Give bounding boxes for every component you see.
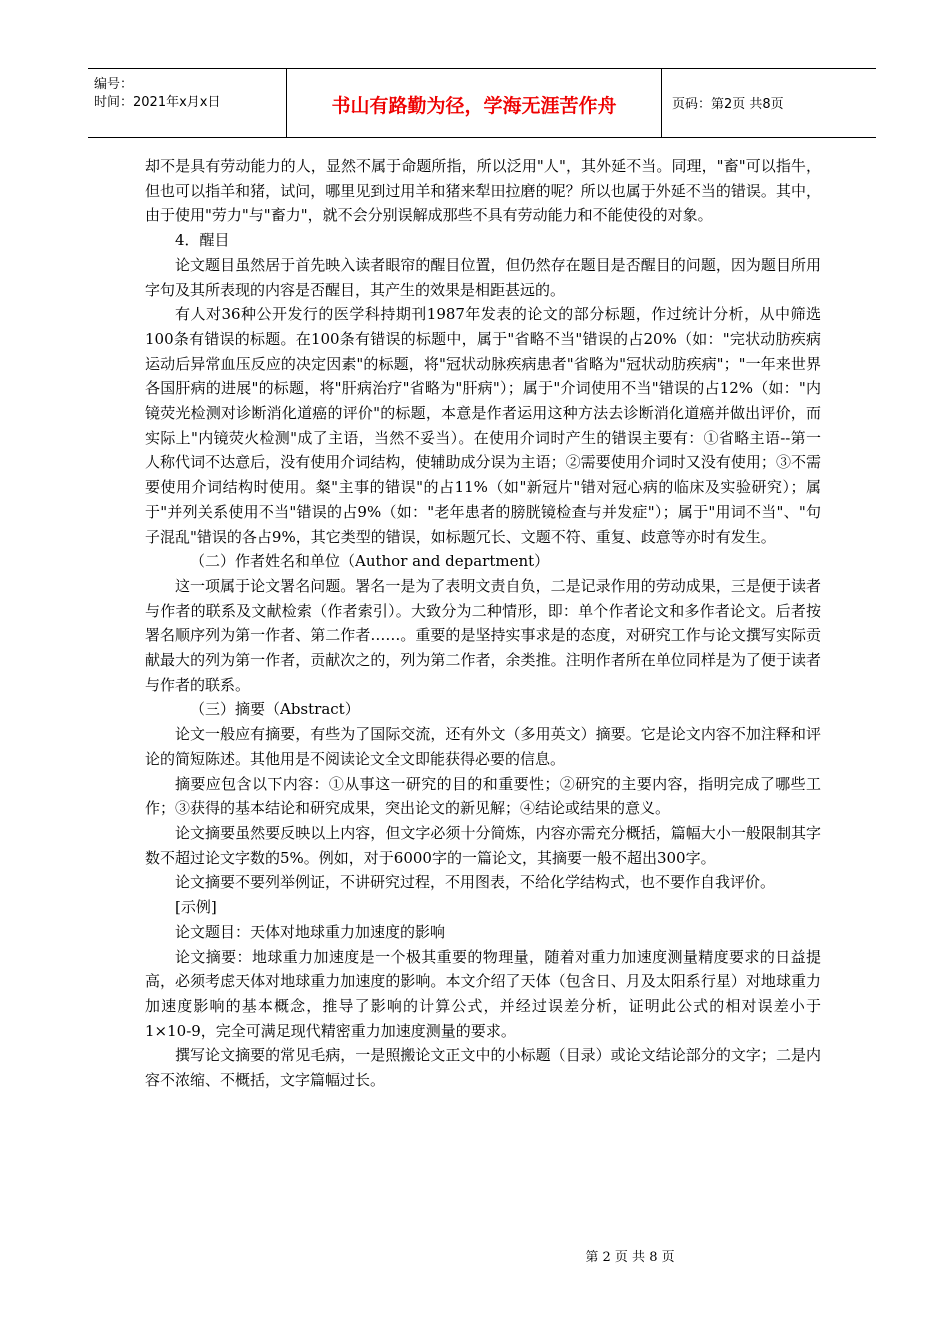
- code-label: 编号：: [94, 77, 134, 92]
- example-abstract: 论文摘要：地球重力加速度是一个极其重要的物理量，随着对重力加速度测量精度要求的日益提高，必须考虑天体对地球重力加速度的影响。本文介绍了天体（包含日、月及太阳系行星）对地球重力加速度影响的基本概念，推导了影响的计算公式，并经过误差分析，证明此公式的相对误差小于1×10-9，完全可满足现代精密重力加速度测量的要求。: [145, 947, 821, 1040]
- header-motto: 书山有路勤为径，学海无涯苦作舟: [331, 95, 617, 117]
- paragraph: 却不是具有劳动能力的人，显然不属于命题所指，所以泛用"人"，其外延不当。同理，"畜"可以指牛，但也可以指羊和猪，试问，哪里见到过用羊和猪来犁田拉磨的呢？所以也属于外延不当的错误。其中，由于使用"劳力"与"畜力"，就不会分别误解成那些不具有劳动能力和不能使役的对象。: [145, 157, 821, 225]
- paragraph: 有人对36种公开发行的医学科持期刊1987年发表的论文的部分标题，作过统计分析，从中筛选100条有错误的标题。在100条有错误的标题中，属于"省略不当"错误的占20%（如："完状动肪疾病运动后异常血压反应的决定因素"的标题，将"冠状动脉疾病患者"省略为"冠状动肪疾病"；"一年来世界各国肝病的进展"的标题，将"肝病治疗"省略为"肝病"）；属于"介词使用不当"错误的占12%（如："内镜荧光检测对诊断消化道癌的评价"的标题，本意是作者运用这种方法去诊断消化道癌并做出评价，而实际上"内镜荧火检测"成了主语，当然不妥当）。在使用介词时产生的错误主要有：①省略主语--第一人称代词不达意后，没有使用介词结构，使辅助成分误为主语；②需要使用介词时又没有使用；③不需要使用介词结构时使用。粲"主事的错误"的占11%（如"新冠片"错对冠心病的临床及实验研究）；属于"并列关系使用不当"错误的占9%（如："老年患者的膀胱镜检查与并发症"）；属于"用词不当"、"句子混乱"错误的各占9%，其它类型的错误，如标题冗长、文题不符、重复、歧意等亦时有发生。: [145, 305, 821, 546]
- paragraph: 论文摘要虽然要反映以上内容，但文字必须十分简炼，内容亦需充分概括，篇幅大小一般限制其字数不超过论文字数的5%。例如，对于6000字的一篇论文，其摘要一般不超出300字。: [145, 823, 821, 867]
- header-info-cell: [88, 69, 287, 137]
- paragraph: 论文摘要不要列举例证，不讲研究过程，不用图表，不给化学结构式，也不要作自我评价。: [175, 873, 776, 892]
- section-heading: （三）摘要（Abstract）: [190, 700, 360, 719]
- section-heading: 4．醒目: [175, 231, 230, 250]
- paragraph: 论文题目虽然居于首先映入读者眼帘的醒目位置，但仍然存在题目是否醒目的问题，因为题目所用字句及其所表现的内容是否醒目，其产生的效果是相距甚远的。: [145, 255, 821, 299]
- page-header: [88, 68, 876, 138]
- paragraph: 摘要应包含以下内容：①从事这一研究的目的和重要性；②研究的主要内容，指明完成了哪些工作；③获得的基本结论和研究成果，突出论文的新见解；④结论或结果的意义。: [145, 774, 821, 818]
- time-label: 时间：2021年x月x日: [94, 95, 221, 110]
- paragraph: 论文一般应有摘要，有些为了国际交流，还有外文（多用英文）摘要。它是论文内容不加注释和评论的简短陈述。其他用是不阅读论文全文即能获得必要的信息。: [145, 725, 821, 768]
- example-label: [示例]: [175, 898, 217, 917]
- document-body: [145, 154, 821, 1093]
- page-footer: 第 2 页 共 8 页: [585, 1250, 675, 1265]
- example-title: 论文题目：天体对地球重力加速度的影响: [175, 922, 446, 941]
- header-page-cell: [662, 69, 876, 137]
- paragraph: 撰写论文摘要的常见毛病，一是照搬论文正文中的小标题（目录）或论文结论部分的文字；二是内容不浓缩、不概括，文字篇幅过长。: [145, 1046, 821, 1090]
- header-motto-cell: [287, 69, 662, 137]
- section-heading: （二）作者姓名和单位（Author and department）: [190, 552, 550, 571]
- paragraph: 这一项属于论文署名问题。署名一是为了表明文责自负，二是记录作用的劳动成果，三是便于读者与作者的联系及文献检索（作者索引）。大致分为二种情形，即：单个作者论文和多作者论文。后者按署名顺序列为第一作者、第二作者……。重要的是坚持实事求是的态度，对研究工作与论文撰写实际贡献最大的列为第一作者，贡献次之的，列为第二作者，余类推。注明作者所在单位同样是为了便于读者与作者的联系。: [145, 576, 821, 694]
- header-page-info: 页码：第2页 共8页: [672, 97, 784, 112]
